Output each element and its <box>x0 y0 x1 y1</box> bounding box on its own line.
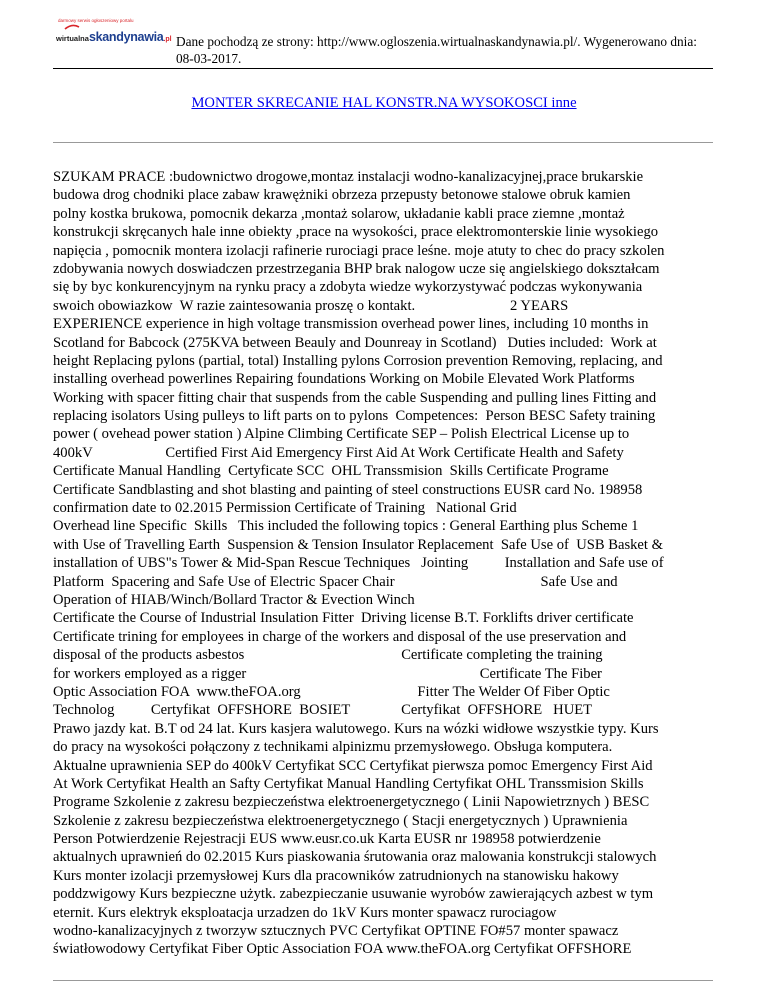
description-line: Operation of HIAB/Winch/Bollard Tractor & Evection Winch <box>53 591 415 608</box>
title-divider <box>53 142 713 143</box>
logo-tagline: darmowy serwis ogłoszeniowy portalu <box>58 18 134 23</box>
description-line: Platform Spacering and Safe Use of Electric Spacer Chair Safe Use and <box>53 573 618 590</box>
description-line: polny kostka brukowa, pomocnik dekarza ,montaż solarow, układanie kabli prace ziemne ,montaż <box>53 205 625 222</box>
logo-word-prefix: wirtualna <box>56 34 89 43</box>
description-line: budowa drog chodniki place zabaw krawężniki obrzeza przepusty betonowe stalowe obruk kamien <box>53 187 631 204</box>
source-line-2: 08-03-2017. <box>176 50 242 66</box>
description-line: At Work Certyfikat Health an Safty Certyfikat Manual Handling Certyfikat OHL Transsmision Skills <box>53 775 644 792</box>
description-line: SZUKAM PRACE :budownictwo drogowe,montaz instalacji wodno-kanalizacyjnej,prace brukarskie <box>53 169 644 185</box>
description-line: Certificate Sandblasting and shot blasting and painting of steel constructions EUSR card No. 198958 <box>53 481 643 498</box>
listing-title-link[interactable]: MONTER SKRECANIE HAL KONSTR.NA WYSOKOSCI inne <box>191 95 577 111</box>
description-line: disposal of the products asbestos Certificate completing the training <box>53 647 603 664</box>
description-line: power ( ovehead power station ) Alpine Climbing Certificate SEP – Polish Electrical License up to <box>53 426 630 443</box>
listing-description <box>53 168 716 959</box>
description-line: Certificate the Course of Industrial Insulation Fitter Driving license B.T. Forklifts driver certificate <box>53 610 634 627</box>
description-line: Certificate trining for employees in charge of the workers and disposal of the use preservation and <box>53 628 627 645</box>
source-info <box>176 34 716 67</box>
description-line: poddzwigowy Kurs bezpieczne użytk. zabezpieczanie usuwanie wyrobów zawierających azbest w tym <box>53 886 654 903</box>
listing-title <box>0 95 768 112</box>
description-line: for workers employed as a rigger Certificate The Fiber <box>53 665 602 682</box>
description-line: 400kV Certified First Aid Emergency First Aid At Work Certificate Health and Safety <box>53 444 624 461</box>
description-line: Kurs monter izolacji przemysłowej Kurs dla pracowników zatrudnionych na stanowisku hakowy <box>53 867 619 884</box>
description-line: się by byc konkurencyjnym na rynku pracy a zdobyta wiedze wykorzystywać podczas wykonywania <box>53 279 643 296</box>
description-line: with Use of Travelling Earth Suspension & Tension Insulator Replacement Safe Use of USB Basket & <box>53 536 663 553</box>
description-line: Technolog Certyfikat OFFSHORE BOSIET Certyfikat OFFSHORE HUET <box>53 702 593 719</box>
description-line: światłowodowy Certyfikat Fiber Optic Association FOA www.theFOA.org Certyfikat OFFSHORE <box>53 941 632 958</box>
logo-word-suffix: .pl <box>163 36 172 43</box>
source-line-1: Dane pochodzą ze strony: http://www.ogloszenia.wirtualnaskandynawia.pl/. Wygenerowano dnia: <box>176 34 697 49</box>
description-line: Optic Association FOA www.theFOA.org Fitter The Welder Of Fiber Optic <box>53 683 610 700</box>
description-line: installation of UBS"s Tower & Mid-Span Rescue Techniques Jointing Installation and Safe use of <box>53 555 664 572</box>
description-line: Scotland for Babcock (275KVA between Beauly and Dounreay in Scotland) Duties included: Work at <box>53 334 657 351</box>
header-divider <box>53 68 713 69</box>
description-line: replacing isolators Using pulleys to lift parts on to pylons Competences: Person BESC Safety training <box>53 408 656 425</box>
description-line: Working with spacer fitting chair that suspends from the cable Suspending and pulling lines Fitting and <box>53 389 657 406</box>
description-line: swoich obowiazkow W razie zaintesowania proszę o kontakt. 2 YEARS <box>53 297 569 314</box>
description-line: height Replacing pylons (partial, total) Installing pylons Corrosion prevention Removing, replacing, and <box>53 352 663 369</box>
description-line: napięcia , pomocnik montera izolacji rafinerie rurociagi prace leśne. moje atuty to chec do pracy szkolen <box>53 242 665 259</box>
site-logo[interactable] <box>56 18 172 50</box>
description-line: confirmation date to 02.2015 Permission Certificate of Training National Grid <box>53 500 517 517</box>
description-line: konstrukcji skręcanych hale inne obiekty ,prace na wysokości, prace elektromonterskie linie wysokiego <box>53 224 659 241</box>
description-line: Prawo jazdy kat. B.T od 24 lat. Kurs kasjera walutowego. Kurs na wózki widłowe wszystkie typy. Kurs <box>53 720 659 737</box>
description-line: Programe Szkolenie z zakresu bezpieczeństwa elektroenergetycznego ( Linii Napowietrznych ) BESC <box>53 794 650 811</box>
description-line: EXPERIENCE experience in high voltage transmission overhead power lines, including 10 months in <box>53 316 649 333</box>
description-line: Person Potwierdzenie Rejestracji EUS www.eusr.co.uk Karta EUSR nr 198958 potwierdzenie <box>53 831 601 848</box>
description-line: wodno-kanalizacyjnych z tworzyw sztucznych PVC Certyfikat OPTINE FO#57 monter spawacz <box>53 923 619 940</box>
logo-wordmark <box>56 28 172 46</box>
description-line: aktualnych uprawnień do 02.2015 Kurs piaskowania śrutowania oraz malowania konstrukcji stalowych <box>53 849 657 866</box>
description-line: Certificate Manual Handling Certyficate SCC OHL Transsmision Skills Certificate Programe <box>53 463 609 480</box>
description-line: Overhead line Specific Skills This included the following topics : General Earthing plus Scheme 1 <box>53 518 639 535</box>
logo-word-main: skandynawia <box>88 30 164 44</box>
description-line: installing overhead powerlines Repairing foundations Working on Mobile Elevated Work Platforms <box>53 371 635 388</box>
description-line: zdobywania nowych doswiadczen przestrzegania BHP brak nalogow ucze się angielskiego dokształcam <box>53 260 660 277</box>
description-line: do pracy na wysokości połączony z technikami alpinizmu przemysłowego. Obsługa komputera. <box>53 739 613 756</box>
footer-divider <box>53 980 713 981</box>
description-line: Aktualne uprawnienia SEP do 400kV Certyfikat SCC Certyfikat pierwsza pomoc Emergency First Aid <box>53 757 653 774</box>
description-line: eternit. Kurs elektryk eksploatacja urzadzen do 1kV Kurs monter spawacz rurociagow <box>53 904 557 921</box>
description-line: Szkolenie z zakresu bezpieczeństwa elektroenergetycznego ( Stacji energetycznych ) Uprawnienia <box>53 812 628 829</box>
